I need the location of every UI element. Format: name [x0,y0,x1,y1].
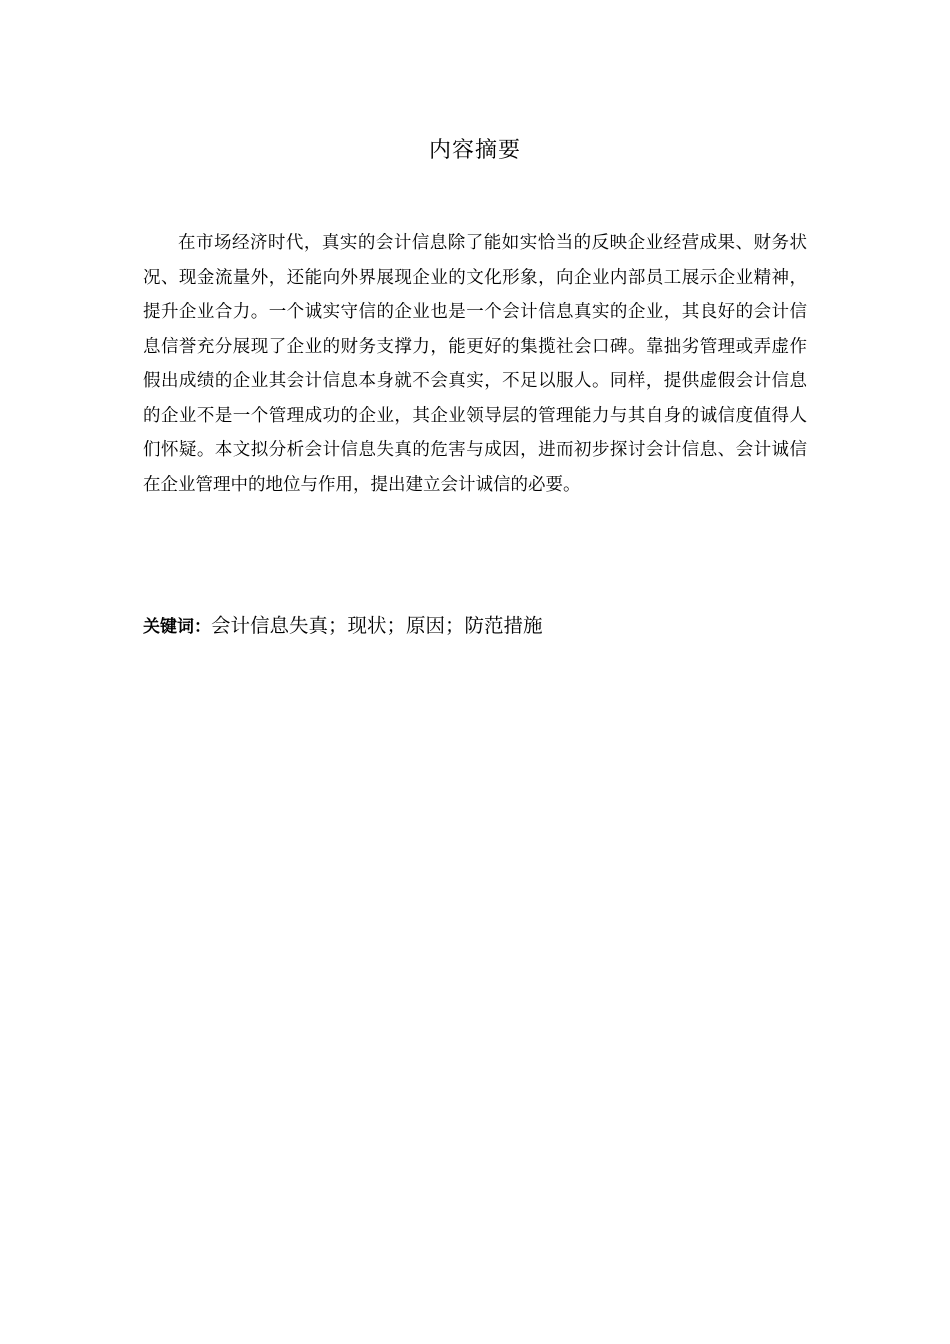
abstract-title: 内容摘要 [428,138,521,163]
keywords-values: 会计信息失真；现状；原因；防范措施 [211,614,543,637]
abstract-body: 在市场经济时代，真实的会计信息除了能如实恰当的反映企业经营成果、财务状况、现金流量外，还能向外界展现企业的文化形象，向企业内部员工展示企业精神，提升企业合力。一个诚实守信的企业也是一个会计信息真实的企业，其良好的会计信息信誉充分展现了企业的财务支撑力，能更好的集揽社会口碑。靠拙劣管理或弄虚作假出成绩的企业其会计信息本身就不会真实，不足以服人。同样，提供虚假会计信息的企业不是一个管理成功的企业，其企业领导层的管理能力与其自身的诚信度值得人们怀疑。本文拟分析会计信息失真的危害与成因，进而初步探讨会计信息、会计诚信在企业管理中的地位与作用，提出建立会计诚信的必要。 [143,233,807,495]
keywords-label: 关键词： [143,617,211,637]
keywords-line [143,611,807,642]
